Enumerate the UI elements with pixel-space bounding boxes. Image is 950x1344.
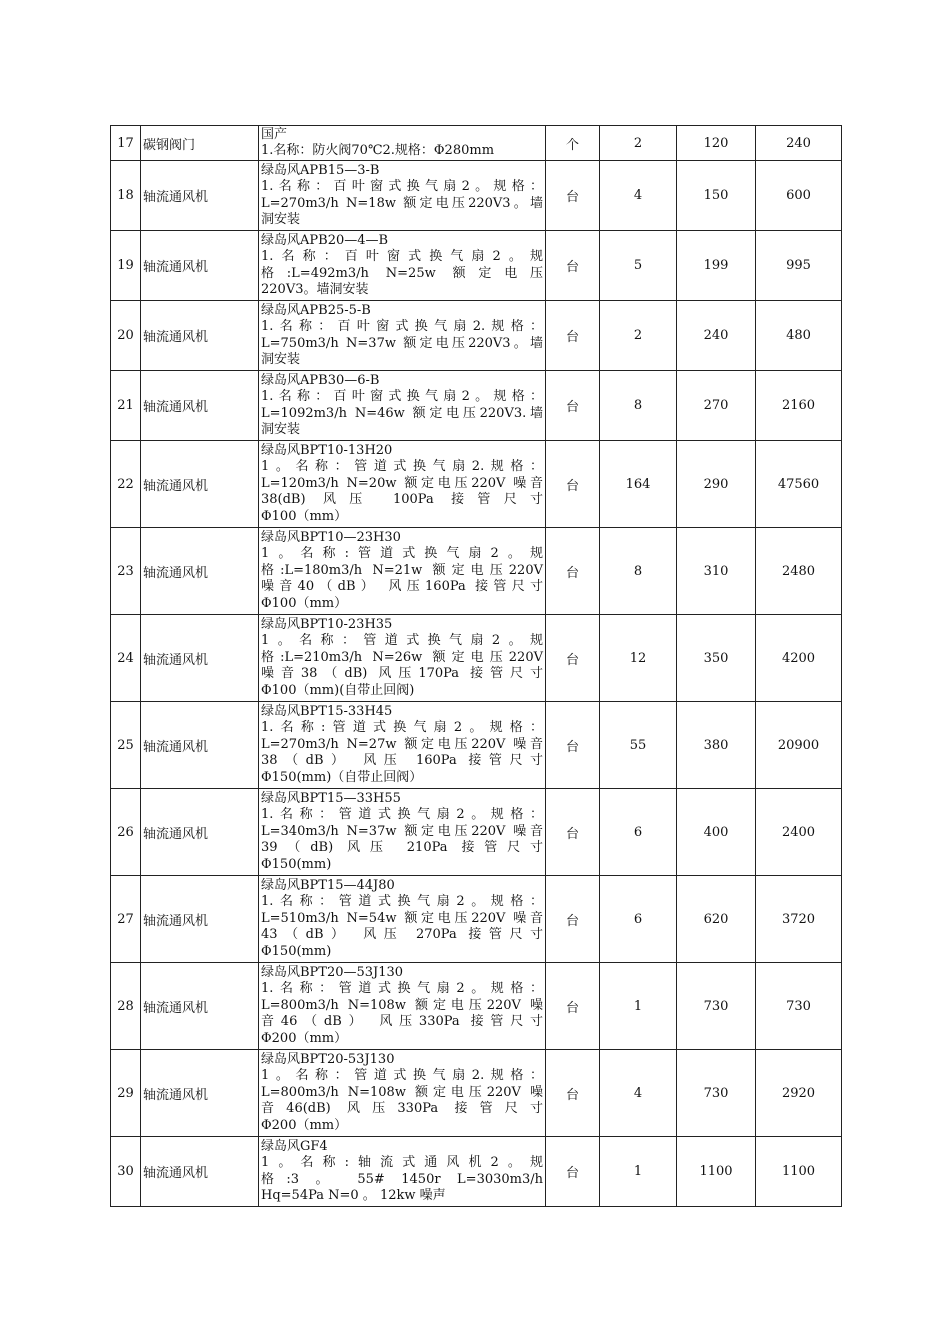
description-line: 1。名称：管道式换气扇2.规格： <box>261 1068 543 1084</box>
table-row <box>111 1137 842 1207</box>
table-row <box>111 126 842 161</box>
unit-price: 270 <box>677 371 756 441</box>
unit: 个 <box>546 126 600 161</box>
table-row <box>111 702 842 789</box>
item-description <box>259 615 546 702</box>
description-line: 绿岛风APB15—3-B <box>261 162 380 178</box>
row-number: 29 <box>111 1050 141 1137</box>
table-row <box>111 615 842 702</box>
row-number: 18 <box>111 161 141 231</box>
row-number: 24 <box>111 615 141 702</box>
total-price: 480 <box>756 301 842 371</box>
item-description <box>259 1050 546 1137</box>
row-number: 21 <box>111 371 141 441</box>
description-line: Φ200（mm） <box>261 1117 348 1133</box>
description-line: 38（dB） 风压 160Pa 接管尺寸 <box>261 753 543 769</box>
description-line: 1。名称：管道式换气扇2。规 <box>261 633 543 649</box>
unit-price: 350 <box>677 615 756 702</box>
description-line: L=270m3/h N=18w 额定电压220V3。墙 <box>261 195 543 211</box>
quote-table <box>110 125 842 1207</box>
item-name: 轴流通风机 <box>141 1050 259 1137</box>
row-number: 30 <box>111 1137 141 1207</box>
unit-price: 730 <box>677 963 756 1050</box>
quantity: 8 <box>600 528 677 615</box>
table-row <box>111 1050 842 1137</box>
description-line: L=1092m3/h N=46w 额定电压220V3.墙 <box>261 405 543 421</box>
unit-price: 620 <box>677 876 756 963</box>
item-description <box>259 371 546 441</box>
table-row <box>111 161 842 231</box>
item-name: 轴流通风机 <box>141 441 259 528</box>
total-price: 600 <box>756 161 842 231</box>
row-number: 23 <box>111 528 141 615</box>
table-row <box>111 528 842 615</box>
item-description <box>259 231 546 301</box>
description-line: L=750m3/h N=37w 额定电压220V3。墙 <box>261 335 543 351</box>
total-price: 2160 <box>756 371 842 441</box>
description-line: 1。名称：管道式换气扇2.规格： <box>261 459 543 475</box>
description-line: 绿岛风BPT10—23H30 <box>261 529 401 545</box>
item-description <box>259 1137 546 1207</box>
quantity: 164 <box>600 441 677 528</box>
unit: 台 <box>546 301 600 371</box>
quantity: 1 <box>600 1137 677 1207</box>
description-line: 220V3。墙洞安装 <box>261 282 369 297</box>
table-row <box>111 963 842 1050</box>
description-line: L=120m3/h N=20w 额定电压220V 噪音 <box>261 475 543 491</box>
description-line: 绿岛风BPT15-33H45 <box>261 703 393 719</box>
table-row <box>111 231 842 301</box>
total-price: 995 <box>756 231 842 301</box>
description-line: 1.名称：百叶窗式换气扇2。规格： <box>261 179 543 194</box>
item-description <box>259 126 546 161</box>
item-name: 轴流通风机 <box>141 702 259 789</box>
description-line: L=270m3/h N=27w 额定电压220V 噪音 <box>261 736 543 752</box>
description-line: 噪音40（dB） 风压160Pa 接管尺寸 <box>261 579 543 595</box>
description-line: Φ150(mm)（自带止回阀） <box>261 769 423 785</box>
unit: 台 <box>546 615 600 702</box>
row-number: 25 <box>111 702 141 789</box>
description-line: 绿岛风BPT20-53J130 <box>261 1051 395 1067</box>
total-price: 2920 <box>756 1050 842 1137</box>
description-line: 1.名称：百叶窗式换气扇2。规 <box>261 249 543 264</box>
row-number: 26 <box>111 789 141 876</box>
item-name: 轴流通风机 <box>141 876 259 963</box>
quantity: 4 <box>600 1050 677 1137</box>
description-line: 格:3 。 55# 1450r L=3030m3/h <box>261 1171 543 1187</box>
row-number: 27 <box>111 876 141 963</box>
item-description <box>259 528 546 615</box>
description-line: Φ100（mm） <box>261 595 348 611</box>
unit-price: 1100 <box>677 1137 756 1207</box>
description-line: 绿岛风APB20—4—B <box>261 232 389 248</box>
item-description <box>259 441 546 528</box>
description-line: 1.名称：管道式换气扇2。规格： <box>261 981 543 997</box>
item-description <box>259 963 546 1050</box>
description-line: 格:L=210m3/h N=26w 额定电压220V <box>261 649 543 665</box>
description-line: 格:L=492m3/h N=25w 额定电压 <box>261 265 543 281</box>
description-line: 音46（dB） 风压330Pa 接管尺寸 <box>261 1014 543 1030</box>
table-body <box>111 126 842 1207</box>
description-line: 绿岛风APB25-5-B <box>261 302 371 318</box>
description-line: 1.名称：管道式换气扇2。规格： <box>261 894 543 910</box>
item-name: 轴流通风机 <box>141 161 259 231</box>
description-line: 绿岛风BPT15—44J80 <box>261 877 395 893</box>
description-line: 绿岛风BPT10-23H35 <box>261 616 393 632</box>
total-price: 20900 <box>756 702 842 789</box>
row-number: 22 <box>111 441 141 528</box>
unit-price: 290 <box>677 441 756 528</box>
description-line: 格:L=180m3/h N=21w 额定电压220V <box>261 562 543 578</box>
quantity: 55 <box>600 702 677 789</box>
unit: 台 <box>546 789 600 876</box>
description-line: L=800m3/h N=108w 额定电压220V 噪 <box>261 1084 543 1100</box>
description-line: 绿岛风BPT15—33H55 <box>261 790 401 806</box>
quantity: 6 <box>600 789 677 876</box>
quantity: 2 <box>600 301 677 371</box>
row-number: 19 <box>111 231 141 301</box>
row-number: 20 <box>111 301 141 371</box>
quantity: 2 <box>600 126 677 161</box>
item-name: 轴流通风机 <box>141 371 259 441</box>
description-line: 噪音38（dB) 风压170Pa 接管尺寸 <box>261 666 543 682</box>
description-line: 洞安装 <box>261 352 301 367</box>
unit: 台 <box>546 876 600 963</box>
description-line: 洞安装 <box>261 422 301 437</box>
total-price: 1100 <box>756 1137 842 1207</box>
description-line: Φ100（mm)(自带止回阀) <box>261 682 415 698</box>
quantity: 8 <box>600 371 677 441</box>
description-line: Φ200（mm） <box>261 1030 348 1046</box>
description-line: 38(dB) 风压 100Pa 接管尺寸 <box>261 492 543 508</box>
total-price: 47560 <box>756 441 842 528</box>
description-line: 1.名称：管道式换气扇2。规格： <box>261 807 543 823</box>
total-price: 240 <box>756 126 842 161</box>
quantity: 1 <box>600 963 677 1050</box>
item-name: 轴流通风机 <box>141 789 259 876</box>
item-name: 轴流通风机 <box>141 615 259 702</box>
total-price: 3720 <box>756 876 842 963</box>
item-description <box>259 702 546 789</box>
total-price: 2400 <box>756 789 842 876</box>
total-price: 730 <box>756 963 842 1050</box>
description-line: 1。名称:管道式换气扇2。规 <box>261 546 543 562</box>
item-name: 轴流通风机 <box>141 528 259 615</box>
description-line: 绿岛风BPT20—53J130 <box>261 964 404 980</box>
description-line: 39（dB) 风压 210Pa 接管尺寸 <box>261 840 543 856</box>
item-description <box>259 789 546 876</box>
unit-price: 150 <box>677 161 756 231</box>
description-line: 43（dB） 风压 270Pa 接管尺寸 <box>261 927 543 943</box>
description-line: 音46(dB) 风压330Pa 接管尺寸 <box>261 1101 543 1117</box>
unit: 台 <box>546 702 600 789</box>
item-name: 轴流通风机 <box>141 231 259 301</box>
item-name: 轴流通风机 <box>141 301 259 371</box>
table-row <box>111 371 842 441</box>
item-description <box>259 876 546 963</box>
item-name: 轴流通风机 <box>141 1137 259 1207</box>
unit: 台 <box>546 371 600 441</box>
description-line: L=800m3/h N=108w 额定电压220V 噪 <box>261 997 543 1013</box>
description-line: 洞安装 <box>261 212 301 227</box>
total-price: 4200 <box>756 615 842 702</box>
description-line: 绿岛风BPT10-13H20 <box>261 442 393 458</box>
unit: 台 <box>546 963 600 1050</box>
description-line: L=510m3/h N=54w 额定电压220V 噪音 <box>261 910 543 926</box>
table-row <box>111 301 842 371</box>
row-number: 28 <box>111 963 141 1050</box>
unit: 台 <box>546 528 600 615</box>
quantity: 4 <box>600 161 677 231</box>
description-line: 1.名称：防火阀70℃2.规格：Φ280mm <box>261 143 495 158</box>
unit: 台 <box>546 161 600 231</box>
total-price: 2480 <box>756 528 842 615</box>
description-line: 绿岛风GF4 <box>261 1138 328 1154</box>
description-line: 国产 <box>261 126 288 142</box>
description-line: 绿岛风APB30—6-B <box>261 372 380 388</box>
quantity: 6 <box>600 876 677 963</box>
unit: 台 <box>546 1050 600 1137</box>
unit: 台 <box>546 231 600 301</box>
unit: 台 <box>546 1137 600 1207</box>
unit-price: 400 <box>677 789 756 876</box>
unit-price: 240 <box>677 301 756 371</box>
item-description <box>259 161 546 231</box>
description-line: 1.名称:管道式换气扇2。规格： <box>261 720 543 736</box>
table-row <box>111 441 842 528</box>
unit-price: 199 <box>677 231 756 301</box>
description-line: Φ150(mm) <box>261 943 332 959</box>
row-number: 17 <box>111 126 141 161</box>
item-name: 轴流通风机 <box>141 963 259 1050</box>
description-line: 1。名称:轴流式通风机2。规 <box>261 1155 543 1170</box>
item-name: 碳钢阀门 <box>141 126 259 161</box>
unit-price: 380 <box>677 702 756 789</box>
description-line: Φ150(mm) <box>261 856 332 872</box>
description-line: 1.名称：百叶窗式换气扇2。规格： <box>261 389 543 404</box>
description-line: L=340m3/h N=37w 额定电压220V 噪音 <box>261 823 543 839</box>
description-line: 1.名称：百叶窗式换气扇2.规格： <box>261 319 543 334</box>
table-row <box>111 876 842 963</box>
quantity: 12 <box>600 615 677 702</box>
description-line: Φ100（mm） <box>261 508 348 524</box>
unit-price: 310 <box>677 528 756 615</box>
description-line: Hq=54Pa N=0 。 12kw 噪声 <box>261 1188 446 1203</box>
unit-price: 730 <box>677 1050 756 1137</box>
unit-price: 120 <box>677 126 756 161</box>
unit: 台 <box>546 441 600 528</box>
table-row <box>111 789 842 876</box>
item-description <box>259 301 546 371</box>
quantity: 5 <box>600 231 677 301</box>
